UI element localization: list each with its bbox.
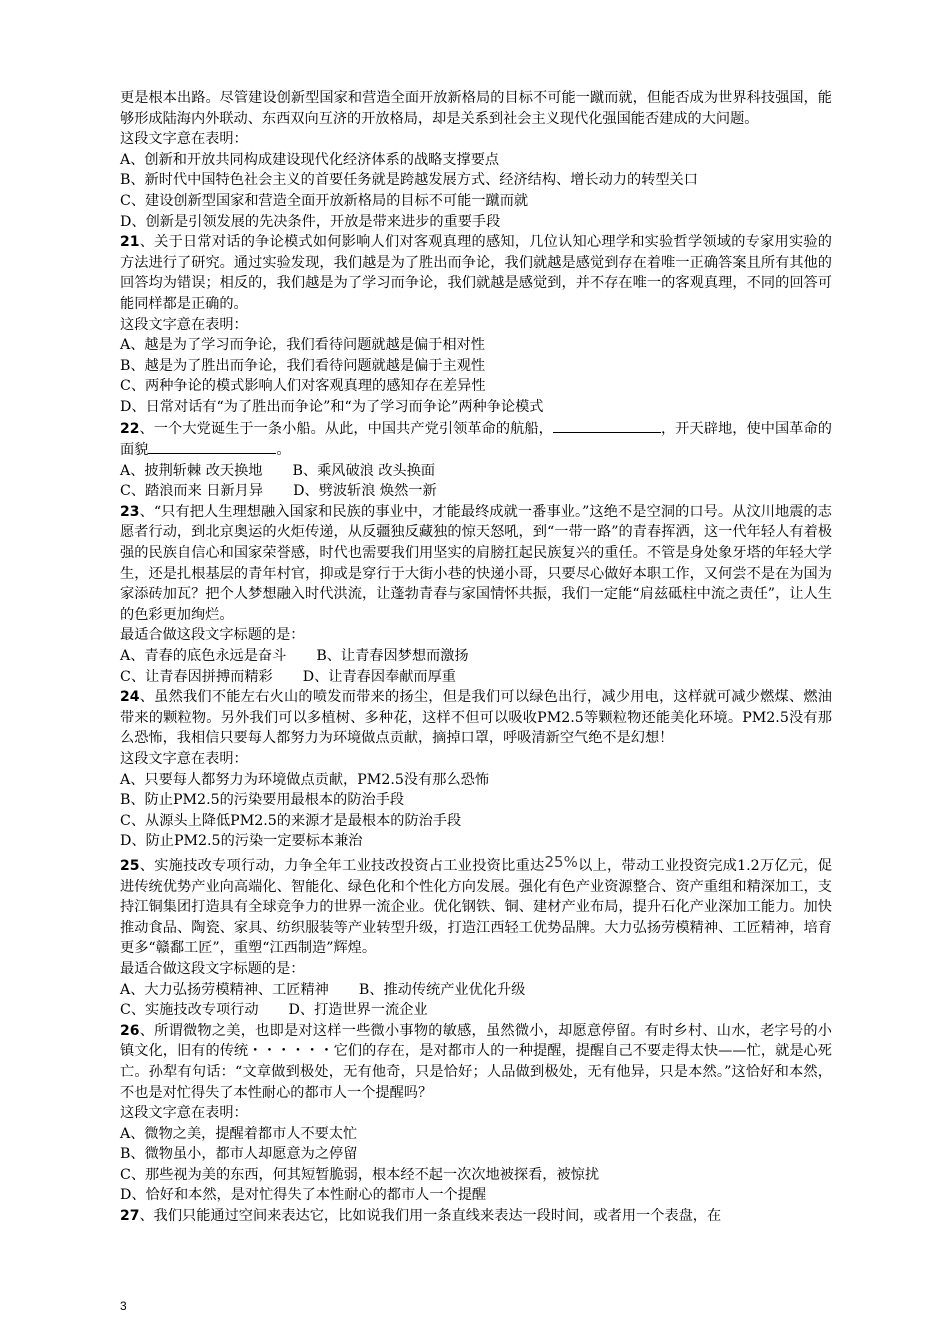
option-a: A、微物之美，提醒着都市人不要太忙 — [120, 1125, 358, 1142]
fill-blank-2 — [148, 439, 276, 454]
question-number: 27 — [120, 1208, 140, 1225]
question-number: 26 — [120, 1022, 140, 1039]
option-a: A、披荆斩棘 改天换地 — [120, 462, 263, 479]
question-number: 23 — [120, 503, 140, 520]
option-row — [120, 980, 832, 1001]
option-c: C、让青春因拼搏而精彩 — [120, 668, 273, 685]
option-b: B、新时代中国特色社会主义的首要任务就是跨越发展方式、经济结构、增长动力的转型关口 — [120, 172, 698, 189]
passage-text: 更是根本出路。尽管建设创新型国家和营造全面开放新格局的目标不可能一蹴而就，但能否成为世界科技强国，能够形成陆海内外联动、东西双向互济的开放格局，却是关系到社会主义现代化强国能否建成的大问题。 — [120, 90, 832, 127]
document-page — [120, 88, 832, 1227]
question-number: 24 — [120, 689, 140, 706]
option-d: D、日常对话有“为了胜出而争论”和“为了学习而争论”两种争论模式 — [120, 398, 544, 415]
question-prompt: 这段文字意在表明： — [120, 316, 248, 333]
option-row — [120, 646, 832, 667]
option-b: B、越是为了胜出而争论，我们看待问题就越是偏于主观性 — [120, 357, 486, 374]
question-26 — [120, 1021, 832, 1103]
passage-text: 、我们只能通过空间来表达它，比如说我们用一条直线来表达一段时间，或者用一个表盘，在 — [139, 1208, 722, 1225]
option-c: C、那些视为美的东西，何其短暂脆弱，根本经不起一次次地被探看，被惊扰 — [120, 1166, 600, 1183]
option-d: D、让青春因奉献而厚重 — [302, 668, 456, 685]
option-row — [120, 1000, 832, 1021]
option-b: B、防止PM2.5的污染要用最根本的防治手段 — [120, 792, 405, 809]
passage-text: 、所谓微物之美，也即是对这样一些微小事物的敏感，虽然微小，却愿意停留。有时乡村、山水，老字号的小镇文化，旧有的传统・・・・・・它们的存在，是对都市人的一种提醒，提醒自己不要走得太快——忙，就是心死亡。孙犁有句话：“文章做到极处，无有他奇，只是恰好；人品做到极处，无有他异，只是本然。”这恰好和本然，不也是对忙得失了本性耐心的都市人一个提醒吗？ — [120, 1022, 832, 1101]
passage-text: 、“只有把人生理想融入国家和民族的事业中，才能最终成就一番事业。”这绝不是空洞的口号。从汶川地震的志愿者行动，到北京奥运的火炬传递，从反疆独反藏独的惊天怒吼，到“一带一路”的青春挥洒，这一代年轻人有着极强的民族自信心和国家荣誉感，时代也需要我们用坚实的肩膀扛起民族复兴的重任。不管是身处象牙塔的年轻大学生，还是扎根基层的青年村官，抑或是穿行于大街小巷的快递小哥，只要尽心做好本职工作，又何尝不是在为国为家添砖加瓦？把个人梦想融入时代洪流，让蓬勃青春与家国情怀共振，我们一定能“肩兹砥柱中流之责任”，让人生的色彩更加绚烂。 — [120, 503, 832, 623]
option-row — [120, 481, 832, 502]
question-25 — [120, 852, 832, 959]
question-prompt: 最适合做这段文字标题的是： — [120, 627, 305, 644]
option-d: D、打造世界一流企业 — [288, 1002, 428, 1019]
option-b: B、推动传统产业优化升级 — [358, 981, 526, 998]
question-number: 21 — [120, 234, 140, 251]
option-c: C、从源头上降低PM2.5的来源才是最根本的防治手段 — [120, 812, 462, 829]
passage-text: ，开天辟地，使中国革命的面貌 — [120, 420, 832, 459]
option-row — [120, 667, 832, 688]
option-c: C、实施技改专项行动 — [120, 1002, 259, 1019]
question-21 — [120, 232, 832, 314]
question-27 — [120, 1206, 832, 1227]
question-prompt: 这段文字意在表明： — [120, 131, 248, 148]
question-number: 22 — [120, 420, 140, 437]
option-c: C、建设创新型国家和营造全面开放新格局的目标不可能一蹴而就 — [120, 192, 529, 209]
option-d: D、防止PM2.5的污染一定要标本兼治 — [120, 833, 363, 850]
question-number: 25 — [120, 857, 140, 874]
passage-text: 、一个大党诞生于一条小船。从此，中国共产党引领革命的航船， — [139, 420, 553, 437]
question-23 — [120, 502, 832, 626]
option-a: A、越是为了学习而争论，我们看待问题就越是偏于相对性 — [120, 337, 485, 354]
question-22 — [120, 418, 832, 461]
question-prompt: 最适合做这段文字标题的是： — [120, 960, 305, 977]
option-a: A、创新和开放共同构成建设现代化经济体系的战略支撑要点 — [120, 151, 500, 168]
passage-text: 、关于日常对话的争论模式如何影响人们对客观真理的感知，几位认知心理学和实验哲学领域的专家用实验的方法进行了研究。通过实验发现，我们越是为了胜出而争论，我们就越是感觉到存在着唯一正确答案且所有其他的回答均为错误；相反的，我们越是为了学习而争论，我们就越是感觉到，并不存在唯一的客观真理，不同的回答可能同样都是正确的。 — [120, 234, 832, 312]
option-a: A、青春的底色永远是奋斗 — [120, 648, 287, 665]
fill-blank-1 — [553, 418, 661, 433]
passage-text: 。 — [276, 442, 291, 459]
option-row — [120, 461, 832, 482]
passage-text: 、实施技改专项行动，力争全年工业技改投资占工业投资比重达 — [139, 857, 545, 874]
option-b: B、让青春因梦想而激扬 — [316, 648, 469, 665]
question-24 — [120, 687, 832, 749]
passage-text: 以上，带动工业投资完成1.2万亿元，促进传统优势产业向高端化、智能化、绿色化和个性化方向发展。强化有色产业资源整合、资产重组和精深加工，支持江铜集团打造具有全球竞争力的世界一流企业。优化钢铁、铜、建材产业布局，提升石化产业深加工能力。加快推动食品、陶瓷、家具、纺织服装等产业转型升级，打造江西轻工优势品牌。大力弘扬劳模精神、工匠精神，培育更多“赣鄱工匠”，重塑“江西制造”辉煌。 — [120, 857, 832, 957]
question-prompt: 这段文字意在表明： — [120, 1105, 248, 1122]
option-b: B、乘风破浪 改头换面 — [292, 462, 436, 479]
passage-text: 、虽然我们不能左右火山的喷发而带来的扬尘，但是我们可以绿色出行，减少用电，这样就可减少燃煤、燃油带来的颗粒物。另外我们可以多植树、多种花，这样不但可以吸收PM2.5等颗粒物还能美化环境。PM2.5没有那么恐怖，我相信只要每人都努力为环境做点贡献，摘掉口罩，呼吸清新空气绝不是幻想！ — [120, 689, 832, 747]
option-d: D、创新是引领发展的先决条件，开放是带来进步的重要手段 — [120, 213, 501, 230]
option-b: B、微物虽小，都市人却愿意为之停留 — [120, 1146, 358, 1163]
option-d: D、劈波斩浪 焕然一新 — [293, 483, 437, 500]
option-a: A、大力弘扬劳模精神、工匠精神 — [120, 981, 329, 998]
option-d: D、恰好和本然，是对忙得失了本性耐心的都市人一个提醒 — [120, 1187, 487, 1204]
question-prompt: 这段文字意在表明： — [120, 751, 248, 767]
page-number: 3 — [120, 1299, 127, 1313]
option-a: A、只要每人都努力为环境做点贡献，PM2.5没有那么恐怖 — [120, 771, 490, 788]
option-c: C、两种争论的模式影响人们对客观真理的感知存在差异性 — [120, 378, 486, 395]
option-c: C、踏浪而来 日新月异 — [120, 483, 264, 500]
percent-value: 25% — [544, 852, 578, 871]
